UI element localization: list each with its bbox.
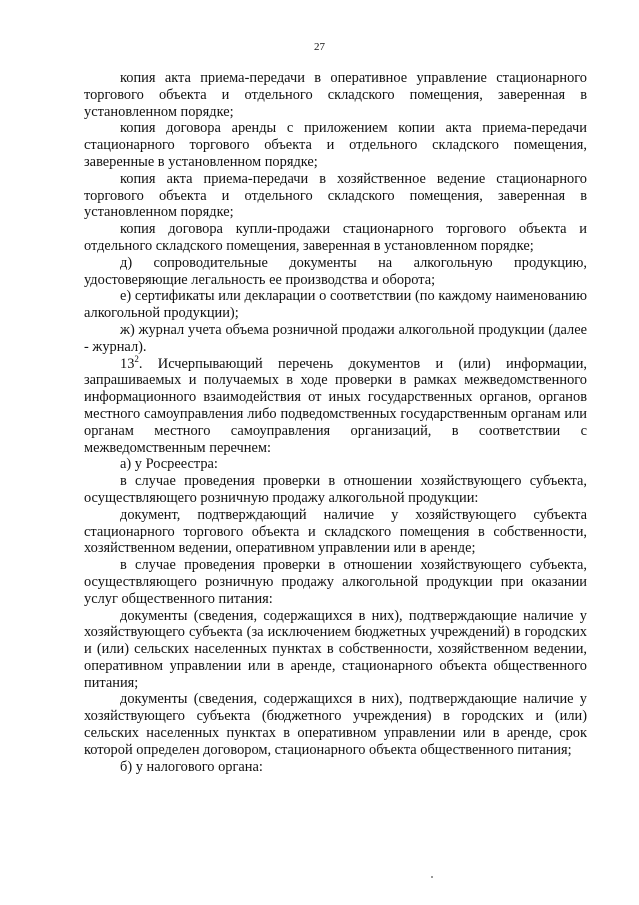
clause-text: . Исчерпывающий перечень документов и (или) информации, запрашиваемых и получаемых в ходе проверки в рамках межведомственного информационного взаимодействия от иных государственных органов, органов местного самоуправления либо подведомственных государственным органам или органам местного самоуправления организаций, в соответствии с межведомственным перечнем: <box>84 355 587 456</box>
paragraph: е) сертификаты или декларации о соответствии (по каждому наименованию алкогольной продукции); <box>84 288 587 322</box>
page-number: 27 <box>314 41 325 53</box>
paragraph: документы (сведения, содержащихся в них), подтверждающие наличие у хозяйствующего субъекта (бюджетного учреждения) в городских и (или) сельских населенных пунктах в оперативном управлении или в аренде, срок которой определен договором, стационарного объекта общественного питания; <box>84 691 587 758</box>
paragraph: ж) журнал учета объема розничной продажи алкогольной продукции (далее - журнал). <box>84 321 587 355</box>
paragraph: в случае проведения проверки в отношении хозяйствующего субъекта, осуществляющего розничную продажу алкогольной продукции при оказании услуг общественного питания: <box>84 557 587 607</box>
clause-13-2 <box>84 353 587 457</box>
paragraph: копия договора купли-продажи стационарного торгового объекта и отдельного складского помещения, заверенная в установленном порядке; <box>84 221 587 254</box>
clause-number: 13 <box>120 355 135 372</box>
paragraph: а) у Росреестра: <box>120 456 218 473</box>
paragraph: копия акта приема-передачи в оперативное управление стационарного торгового объекта и отдельного складского помещения, заверенная в установленном порядке; <box>84 70 587 120</box>
paragraph: копия акта приема-передачи в хозяйственное ведение стационарного торгового объекта и отдельного складского помещения, заверенная в установленном порядке; <box>84 170 587 221</box>
paragraph: копия договора аренды с приложением копии акта приема-передачи стационарного торгового объекта и отдельного складского помещения, заверенные в установленном порядке; <box>84 120 587 170</box>
paragraph: документ, подтверждающий наличие у хозяйствующего субъекта стационарного торгового объекта и складского помещения в собственности, хозяйственном ведении, оперативном управлении или в аренде; <box>84 506 587 557</box>
paragraph: б) у налогового органа: <box>120 758 263 775</box>
clause-superscript: 2 <box>134 353 139 364</box>
paragraph: в случае проведения проверки в отношении хозяйствующего субъекта, осуществляющего розничную продажу алкогольной продукции: <box>84 473 587 506</box>
paragraph: д) сопроводительные документы на алкогольную продукцию, удостоверяющие легальность ее производства и оборота; <box>84 254 587 288</box>
scan-speck <box>431 876 433 878</box>
document-body <box>84 70 587 775</box>
paragraph: документы (сведения, содержащихся в них), подтверждающие наличие у хозяйствующего субъекта (за исключением бюджетных учреждений) в городских и (или) сельских населенных пунктах в собственности, хозяйственном ведении, оперативном управлении или в аренде, стационарного объекта общественного питания; <box>84 607 587 691</box>
